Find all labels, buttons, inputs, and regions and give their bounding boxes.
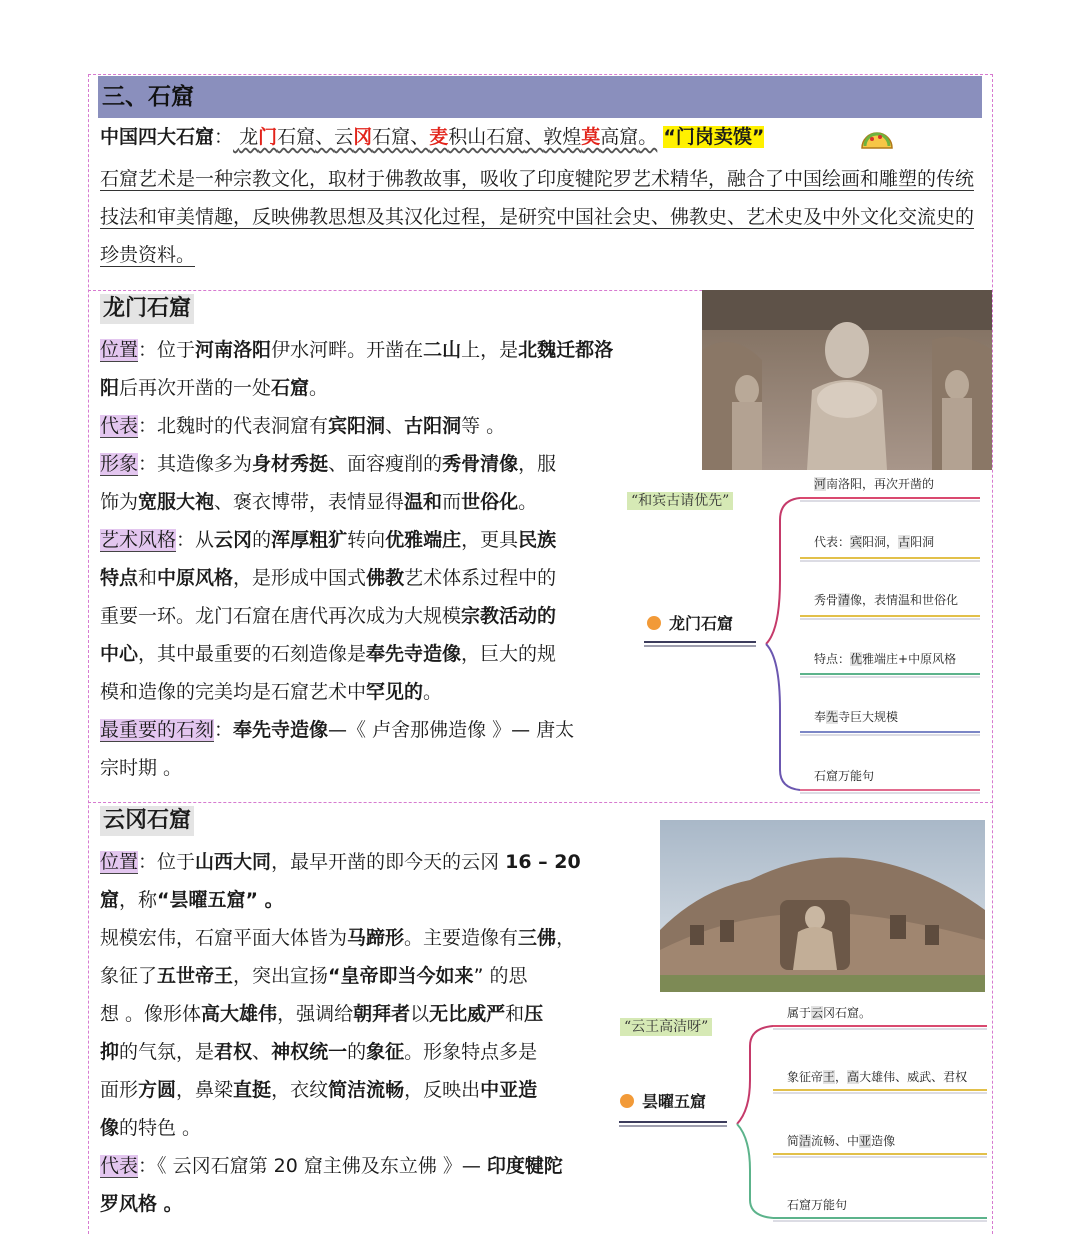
- divider-2: [88, 802, 993, 803]
- longmen-art: 艺术风格：从云冈的浑厚粗犷转向优雅端庄，更具民族 特点和中原风格，是形成中国式佛教艺术体系过程中的 重要一环。龙门石窟在唐代再次成为大规模宗教活动的 中心，其中最重要的石刻造像是奉先寺造像，巨大的规 模和造像的完美均是石窟艺术中罕见的。: [100, 529, 557, 703]
- four-caves-line: 中国四大石窟： 龙门石窟、云冈石窟、麦积山石窟、敦煌莫高窟。 “门岗卖馍”: [100, 126, 765, 148]
- yungang-title: 云冈石窟: [100, 806, 194, 836]
- yungang-scale: 规模宏伟，石窟平面大体皆为马蹄形。主要造像有三佛， 象征了五世帝王，突出宣扬“皇帝即当今如来” 的思 想 。像形体高大雄伟，强调给朝拜者以无比威严和压 抑的气氛，是君权、神权统一的象征。形象特点多是 面形方圆，鼻梁直挺，衣纹简洁流畅，反映出中亚造 像的特色 。: [100, 927, 576, 1139]
- yungang-mindmap-lines: [615, 1010, 990, 1225]
- longmen-branch-4: 特点：优雅端庄+中原风格: [814, 652, 957, 666]
- yungang-location: 位置：位于山西大同，最早开凿的即今天的云冈 16 – 20 窟，称“昙曜五窟” 。: [100, 851, 581, 911]
- longmen-mindmap-node: 龙门石窟: [647, 611, 733, 634]
- buddha-photo-yungang: [660, 820, 985, 992]
- longmen-branch-6: 石窟万能句: [814, 769, 875, 783]
- four-caves-label: 中国四大石窟: [100, 126, 215, 148]
- longmen-branch-1: 河南洛阳，再次开凿的: [814, 477, 935, 491]
- longmen-branch-5: 奉先寺巨大规模: [814, 710, 899, 724]
- mnemonic: “门岗卖馍”: [663, 126, 765, 148]
- longmen-mindmap-tag: “和宾古请优先”: [627, 492, 733, 510]
- divider-top: [88, 74, 993, 75]
- longmen-location: 位置：位于河南洛阳伊水河畔。开凿在二山上，是北魏迁都洛 阳后再次开凿的一处石窟。: [100, 339, 614, 399]
- yungang-branch-2: 象征帝王，高大雄伟、威武、君权: [787, 1070, 968, 1084]
- yungang-branch-1: 属于云冈石窟。: [787, 1006, 872, 1020]
- yungang-rep: 代表：《 云冈石窟第 20 窟主佛及东立佛 》— 印度犍陀 罗风格 。: [100, 1155, 563, 1215]
- section-title: 三、石窟: [98, 76, 982, 118]
- longmen-rep: 代表：北魏时的代表洞窟有宾阳洞、古阳洞等 。: [100, 415, 506, 437]
- longmen-mindmap-lines: [640, 480, 985, 800]
- buddha-photo-longmen: [702, 290, 992, 470]
- yungang-mindmap-node: 昙曜五窟: [620, 1089, 706, 1112]
- longmen-branch-3: 秀骨清像，表情温和世俗化: [814, 593, 959, 607]
- longmen-carving: 最重要的石刻：奉先寺造像—《 卢舍那佛造像 》— 唐太 宗时期 。: [100, 719, 575, 779]
- longmen-branch-2: 代表：宾阳洞，古阳洞: [814, 535, 935, 549]
- longmen-image: 形象：其造像多为身材秀挺、面容瘦削的秀骨清像，服 饰为宽服大袍、褒衣博带，表情显得温和而世俗化。: [100, 453, 557, 513]
- yungang-branch-3: 简洁流畅、中亚造像: [787, 1134, 896, 1148]
- longmen-title: 龙门石窟: [100, 294, 194, 324]
- yungang-branch-4: 石窟万能句: [787, 1198, 848, 1212]
- four-caves-list: 龙门石窟、云冈石窟、麦积山石窟、敦煌莫高窟。: [239, 126, 658, 148]
- intro-paragraph: 石窟艺术是一种宗教文化，取材于佛教故事，吸收了印度犍陀罗艺术精华，融合了中国绘画和雕塑的传统技法和审美情趣，反映佛教思想及其汉化过程，是研究中国社会史、佛教史、艺术史及中外文化交流史的珍贵资料。: [100, 168, 975, 266]
- yungang-mindmap-tag: “云王高洁呀”: [620, 1018, 712, 1036]
- taco-icon: [860, 124, 894, 150]
